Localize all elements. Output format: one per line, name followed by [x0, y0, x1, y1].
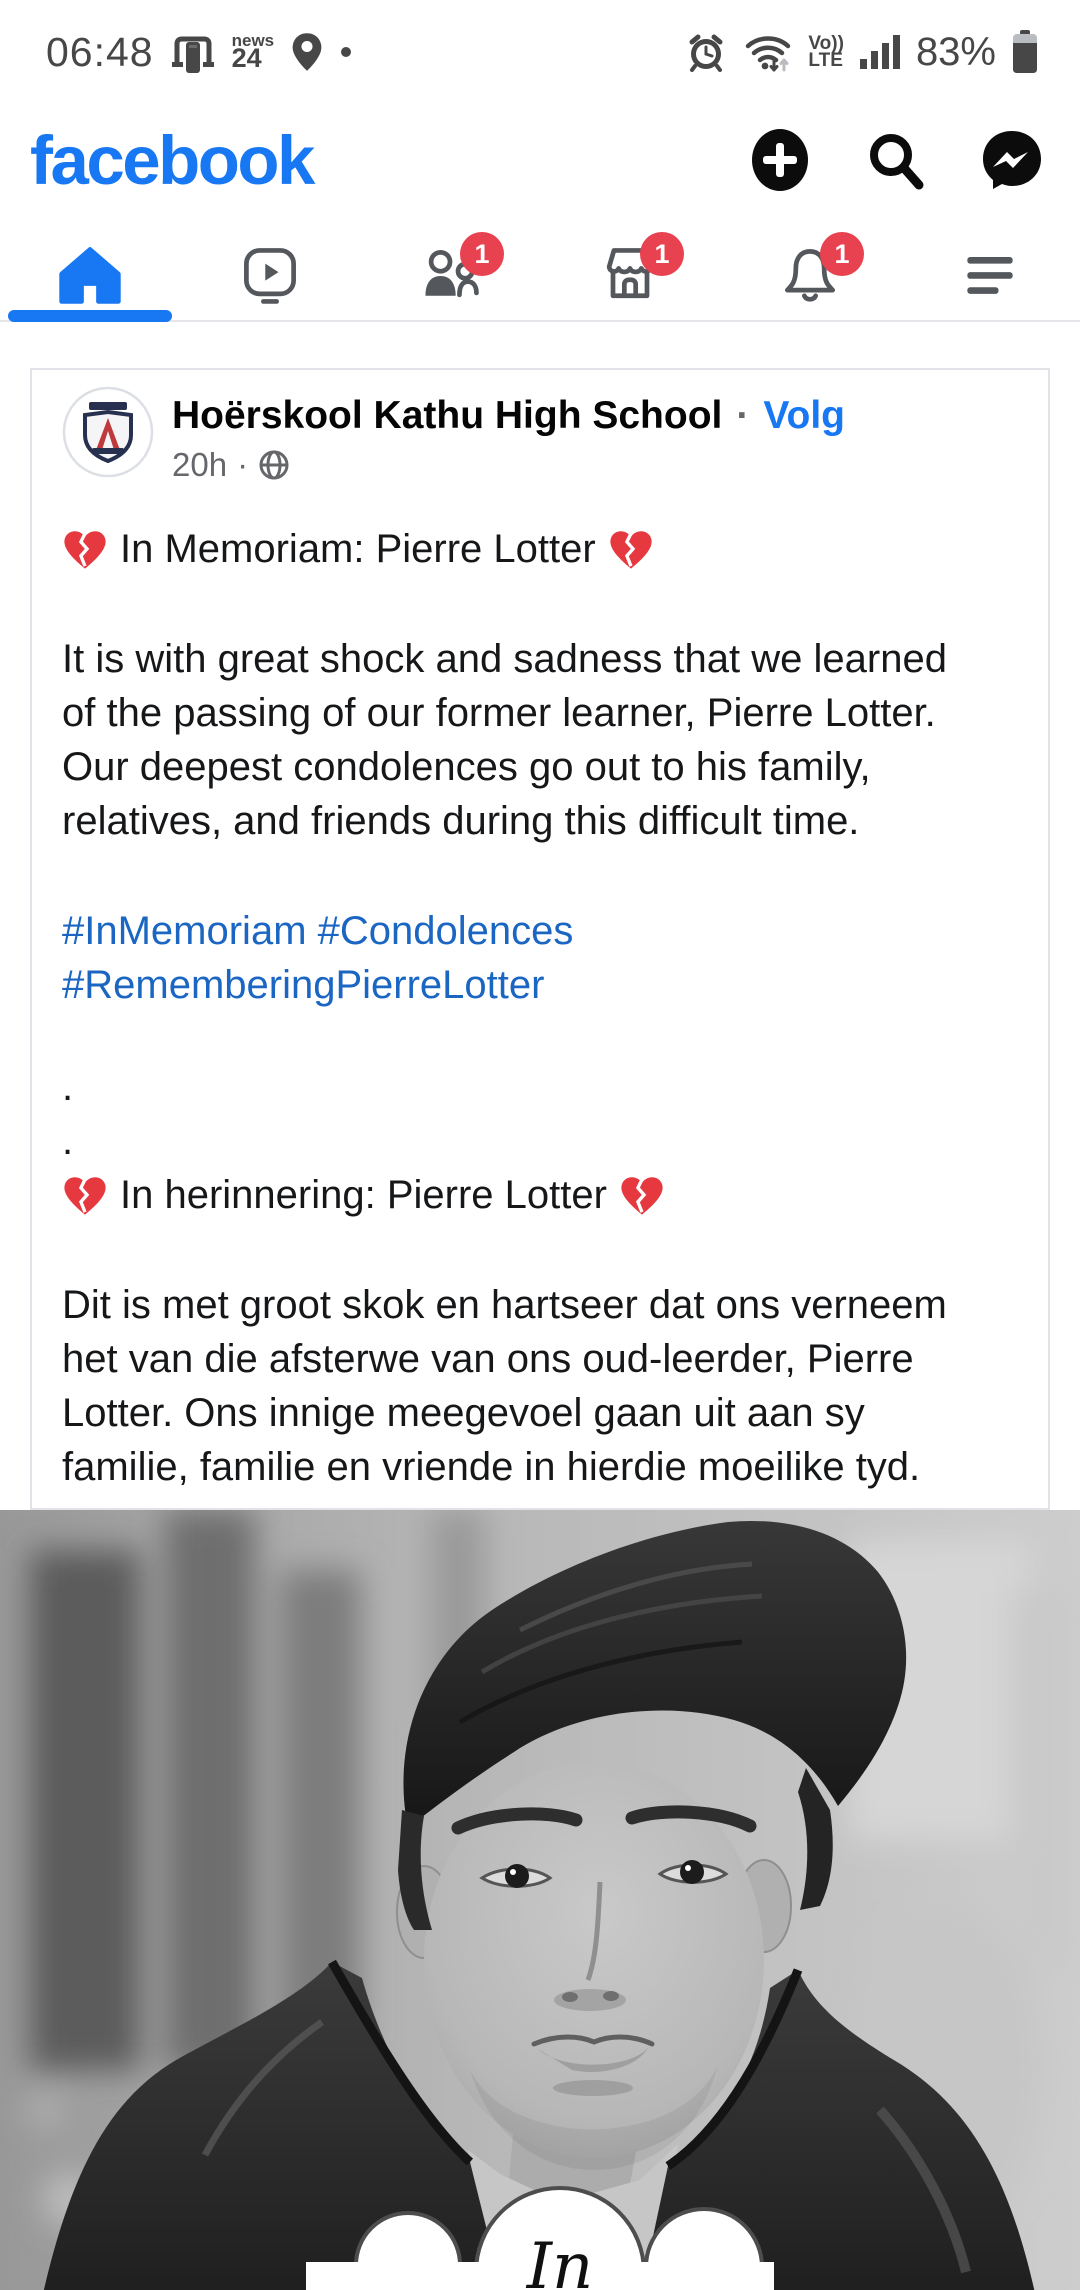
- school-crest-avatar[interactable]: [62, 386, 154, 478]
- friends-badge: 1: [460, 232, 504, 276]
- hashtag-link[interactable]: #InMemoriam #Condolences: [62, 909, 574, 953]
- tab-home[interactable]: [0, 230, 180, 320]
- meta-separator: ·: [237, 446, 249, 483]
- public-globe-icon: [258, 449, 290, 481]
- feed-gap: [0, 322, 1080, 368]
- smart-view-icon: [170, 29, 216, 75]
- marketplace-badge: 1: [640, 232, 684, 276]
- post-paragraph-af: Dit is met groot skok en hartseer dat ons verneem het van die afsterwe van ons oud-leerder, Pierre Lotter. Ons innige meegevoel gaan uit aan sy familie, familie en vriende in hierdie moeilike tyd.: [62, 1283, 947, 1489]
- navigation-tabbar: [0, 230, 1080, 322]
- watch-icon: [236, 241, 304, 309]
- dot-line: .: [62, 1065, 74, 1109]
- facebook-logo[interactable]: facebook: [30, 121, 313, 199]
- wifi-icon: [742, 30, 794, 74]
- notification-dot-icon: [340, 46, 352, 58]
- messenger-icon[interactable]: [980, 128, 1044, 192]
- post-photo-memorial-portrait[interactable]: [0, 1510, 1080, 2290]
- tab-marketplace[interactable]: [540, 230, 720, 320]
- tab-friends[interactable]: [360, 230, 540, 320]
- clock-time: 06:48: [46, 28, 154, 75]
- broken-heart-icon: [62, 528, 108, 571]
- broken-heart-icon: [608, 528, 654, 571]
- home-icon: [56, 241, 124, 309]
- memoriam-title-af: In herinnering: Pierre Lotter: [62, 1168, 1020, 1222]
- volte-icon: Vo)) LTE: [808, 32, 844, 71]
- author-separator: ·: [736, 394, 750, 437]
- post-author[interactable]: Hoërskool Kathu High School: [172, 394, 723, 437]
- battery-percent: 83%: [915, 29, 996, 74]
- alarm-clock-icon: [684, 30, 728, 74]
- follow-button[interactable]: Volg: [763, 394, 845, 437]
- hamburger-menu-icon: [956, 241, 1024, 309]
- signal-strength-icon: [858, 31, 902, 73]
- tab-menu[interactable]: [900, 230, 1080, 320]
- post-card: [30, 368, 1050, 1510]
- post-hashtags: [62, 904, 1020, 1012]
- post-paragraph-en: It is with great shock and sadness that we learned of the passing of our former learner, Pierre Lotter. Our deepest condolences go out to his family, relatives, and friends during this difficult time.: [62, 637, 947, 843]
- tab-notifications[interactable]: [720, 230, 900, 320]
- tab-watch[interactable]: [180, 230, 360, 320]
- active-tab-indicator: [8, 310, 172, 322]
- search-icon[interactable]: [864, 128, 928, 192]
- post-timestamp: 20h: [172, 446, 228, 483]
- broken-heart-icon: [619, 1174, 665, 1217]
- memoriam-title-en: In Memoriam: Pierre Lotter: [62, 522, 1020, 576]
- dot-line: .: [62, 1119, 74, 1163]
- status-bar: [0, 0, 1080, 90]
- battery-icon: [1010, 29, 1040, 75]
- hashtag-link[interactable]: #RememberingPierreLotter: [62, 963, 545, 1007]
- memorial-overlay-text: In: [526, 2230, 594, 2290]
- app-header: [0, 90, 1080, 230]
- notifications-badge: 1: [820, 232, 864, 276]
- post-body: [62, 522, 1020, 1494]
- news24-icon: news 24: [231, 31, 275, 73]
- location-pin-icon: [290, 31, 324, 73]
- create-post-button[interactable]: [748, 128, 812, 192]
- broken-heart-icon: [62, 1174, 108, 1217]
- post-header: [62, 386, 1020, 484]
